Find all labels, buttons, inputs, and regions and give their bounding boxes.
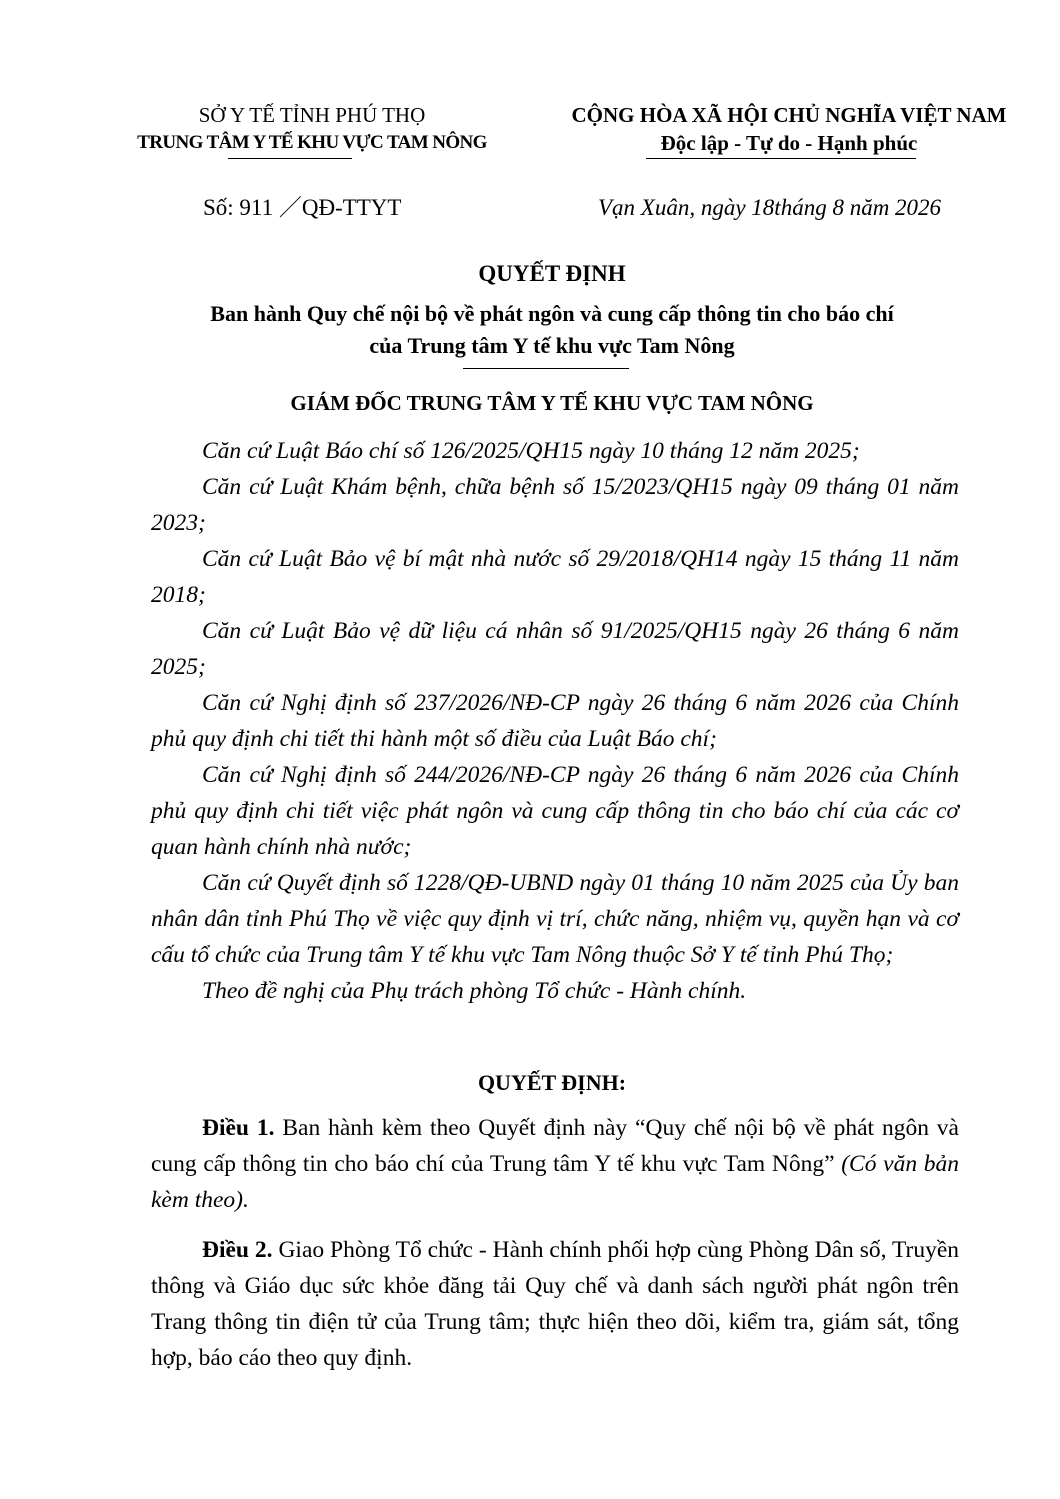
issuing-agency: TRUNG TÂM Y TẾ KHU VỰC TAM NÔNG (137, 132, 487, 153)
legal-basis-item: Căn cứ Luật Khám bệnh, chữa bệnh số 15/2023/QH15 ngày 09 tháng 01 năm 2023; (151, 474, 959, 536)
national-motto: Độc lập - Tự do - Hạnh phúc (660, 131, 918, 155)
legal-basis-item: Căn cứ Luật Bảo vệ bí mật nhà nước số 29/2018/QH14 ngày 15 tháng 11 năm 2018; (151, 546, 959, 608)
agency-underline (228, 158, 352, 159)
document-number: Số: 911 ／QĐ-TTYT (203, 195, 402, 220)
national-title-block (546, 101, 1032, 157)
subject-underline (463, 368, 629, 369)
legal-basis-item: Căn cứ Luật Bảo vệ dữ liệu cá nhân số 91/2025/QH15 ngày 26 tháng 6 năm 2025; (151, 618, 959, 680)
subject-line-1: Ban hành Quy chế nội bộ về phát ngôn và cung cấp thông tin cho báo chí (210, 301, 894, 326)
national-title: CỘNG HÒA XÃ HỘI CHỦ NGHĨA VIỆT NAM (571, 103, 1007, 127)
article-note: (Có văn bản kèm theo). (151, 1151, 960, 1213)
article-label: Điều 2. (202, 1237, 273, 1263)
document-type: QUYẾT ĐỊNH (478, 261, 626, 286)
document-subject (108, 298, 996, 362)
article-1 (151, 1110, 959, 1218)
legal-basis-item: Căn cứ Quyết định số 1228/QĐ-UBND ngày 01 tháng 10 năm 2025 của Ủy ban nhân dân tỉnh Phú Thọ về việc quy định vị trí, chức năng, nhiệm vụ, quyền hạn và cơ cấu tổ chức của Trung tâm Y tế khu vực Tam Nông thuộc Sở Y tế tỉnh Phú Thọ; (151, 870, 959, 968)
decision-heading: QUYẾT ĐỊNH: (477, 1070, 627, 1095)
motto-underline (646, 158, 916, 159)
issuing-authority: GIÁM ĐỐC TRUNG TÂM Y TẾ KHU VỰC TAM NÔNG (290, 391, 814, 415)
parent-agency: SỞ Y TẾ TỈNH PHÚ THỌ (198, 103, 426, 127)
article-text: Ban hành kèm theo Quyết định này “Quy chế nội bộ về phát ngôn và cung cấp thông tin cho báo chí của Trung tâm Y tế khu vực Tam Nông” (151, 1115, 959, 1177)
legal-bases (151, 433, 959, 1009)
legal-basis-item: Căn cứ Nghị định số 237/2026/NĐ-CP ngày 26 tháng 6 năm 2026 của Chính phủ quy định chi tiết thi hành một số điều của Luật Báo chí; (151, 690, 959, 752)
issuing-agency-block (108, 101, 516, 157)
article-text: Giao Phòng Tổ chức - Hành chính phối hợp cùng Phòng Dân số, Truyền thông và Giáo dục sức khỏe đăng tải Quy chế và danh sách người phát ngôn trên Trang thông tin điện tử của Trung tâm; thực hiện theo dõi, kiểm tra, giám sát, tổng hợp, báo cáo theo quy định. (151, 1237, 960, 1371)
article-label: Điều 1. (202, 1115, 275, 1141)
legal-basis-item: Căn cứ Nghị định số 244/2026/NĐ-CP ngày 26 tháng 6 năm 2026 của Chính phủ quy định chi tiết việc phát ngôn và cung cấp thông tin cho báo chí của các cơ quan hành chính nhà nước; (151, 762, 959, 860)
legal-basis-item: Theo đề nghị của Phụ trách phòng Tổ chức - Hành chính. (202, 978, 747, 1004)
legal-basis-item: Căn cứ Luật Báo chí số 126/2025/QH15 ngày 10 tháng 12 năm 2025; (202, 438, 860, 464)
subject-line-2: của Trung tâm Y tế khu vực Tam Nông (369, 333, 735, 358)
place-and-date: Vạn Xuân, ngày 18tháng 8 năm 2026 (598, 195, 942, 220)
article-2 (151, 1232, 959, 1376)
